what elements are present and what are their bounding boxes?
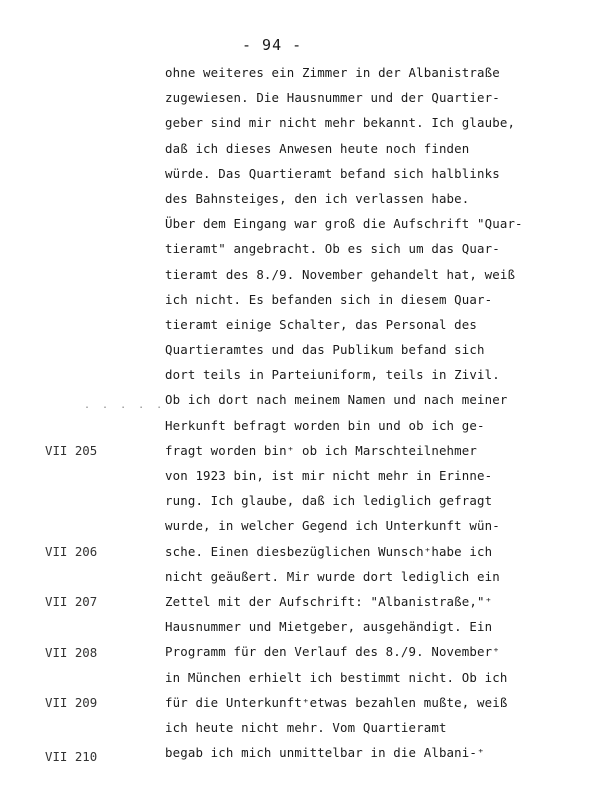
page-number: - 94 -	[242, 36, 303, 54]
text-line: für die Unterkunft⁺etwas bezahlen mußte, weiß	[165, 694, 508, 710]
text-line: ich nicht. Es befanden sich in diesem Quar-	[165, 291, 493, 307]
text-line: Quartieramtes und das Publikum befand sich	[165, 342, 485, 358]
text-line: wurde, in welcher Gegend ich Unterkunft wün-	[165, 518, 500, 534]
margin-note-vii-209: VII 209	[45, 695, 98, 710]
text-line: daß ich dieses Anwesen heute noch finden	[165, 140, 470, 156]
margin-note-vii-210: VII 210	[45, 749, 98, 764]
text-line: in München erhielt ich bestimmt nicht. Ob ich	[165, 669, 508, 685]
margin-dots: . . . . .	[84, 400, 166, 411]
margin-note-vii-205: VII 205	[45, 443, 98, 458]
text-line: Über dem Eingang war groß die Aufschrift "Quar-	[165, 216, 523, 232]
text-line: begab ich mich unmittelbar in die Albani-⁺	[165, 745, 485, 761]
text-line: Herkunft befragt worden bin und ob ich ge-	[165, 417, 485, 433]
text-line: des Bahnsteiges, den ich verlassen habe.	[165, 190, 470, 206]
text-line: dort teils in Parteiuniform, teils in Zivil.	[165, 367, 500, 383]
margin-note-vii-207: VII 207	[45, 594, 98, 609]
text-line: tieramt des 8./9. November gehandelt hat, weiß	[165, 266, 516, 282]
text-line: tieramt einige Schalter, das Personal des	[165, 316, 478, 332]
text-line: geber sind mir nicht mehr bekannt. Ich glaube,	[165, 115, 516, 131]
text-line: würde. Das Quartieramt befand sich halblinks	[165, 165, 500, 181]
text-line: Programm für den Verlauf des 8./9. November⁺	[165, 644, 500, 660]
text-line: sche. Einen diesbezüglichen Wunsch⁺habe ich	[165, 543, 493, 559]
text-line: Ob ich dort nach meinem Namen und nach meiner	[165, 392, 508, 408]
text-line: ich heute nicht mehr. Vom Quartieramt	[165, 719, 447, 735]
text-line: Zettel mit der Aufschrift: "Albanistraße,"⁺	[165, 593, 493, 609]
text-line: Hausnummer und Mietgeber, ausgehändigt. Ein	[165, 619, 493, 635]
margin-note-vii-208: VII 208	[45, 645, 98, 660]
text-line: fragt worden bin⁺ ob ich Marschteilnehmer	[165, 442, 478, 458]
text-line: rung. Ich glaube, daß ich lediglich gefragt	[165, 493, 493, 509]
text-line: nicht geäußert. Mir wurde dort lediglich ein	[165, 568, 500, 584]
text-line: zugewiesen. Die Hausnummer und der Quartier-	[165, 90, 500, 106]
margin-note-vii-206: VII 206	[45, 544, 98, 559]
body-text	[165, 60, 595, 765]
text-line: von 1923 bin, ist mir nicht mehr in Erinne-	[165, 468, 493, 483]
text-line: tieramt" angebracht. Ob es sich um das Quar-	[165, 241, 500, 257]
text-line: ohne weiteres ein Zimmer in der Albanistraße	[165, 65, 500, 80]
